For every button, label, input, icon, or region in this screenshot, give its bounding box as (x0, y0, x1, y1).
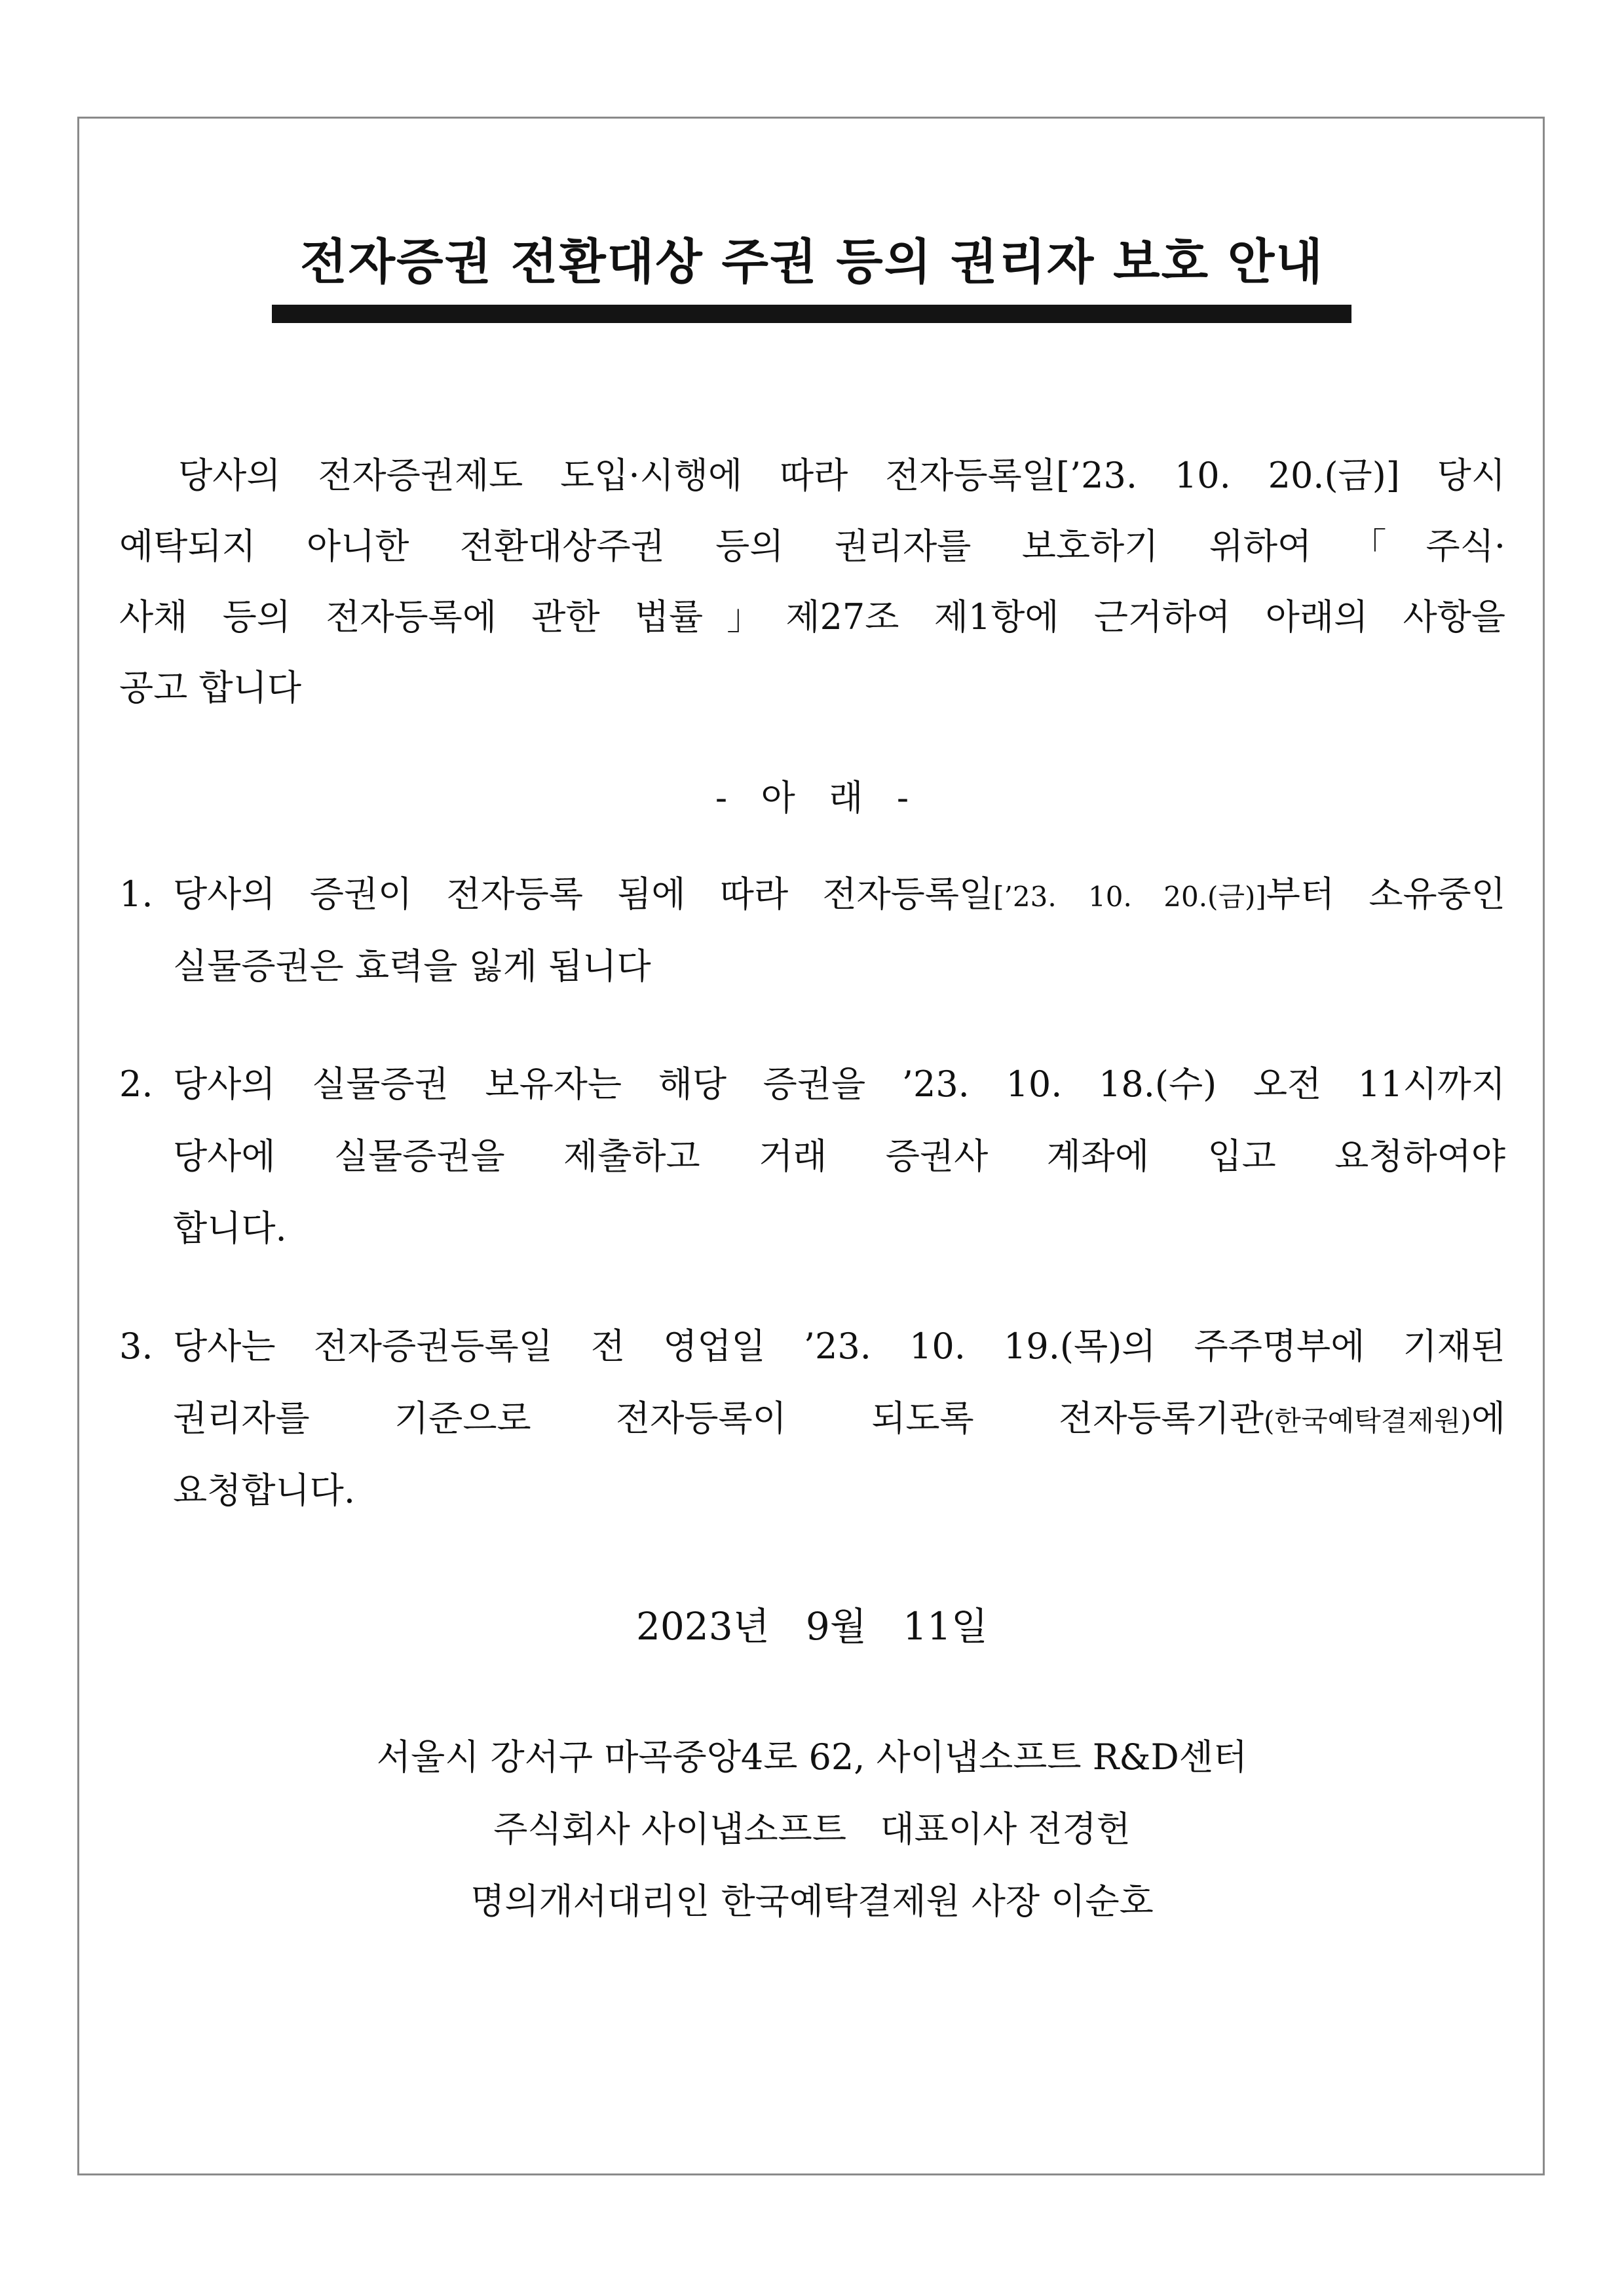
list-item-number: 1. (119, 873, 153, 915)
title-underline (272, 305, 1351, 323)
list-item-number: 2. (119, 1063, 153, 1105)
intro-line-1: 당사의 전자증권제도 도입·시행에 따라 전자등록일[’23. 10. 20.(금)] 당시 (178, 455, 1505, 496)
item-date-small: [’23. 10. 20.(금)] (993, 881, 1266, 913)
company-address: 서울시 강서구 마곡중앙4로 62, 사이냅소프트 R&D센터 (376, 1736, 1248, 1778)
company-representative: 주식회사 사이냅소프트 대표이사 전경헌 (493, 1808, 1131, 1850)
item-text-tail: 부터 소유중인 (1266, 873, 1505, 915)
list-item-line-2: 당사에 실물증권을 제출하고 거래 증권사 계좌에 입고 요청하여야 (173, 1136, 1505, 1177)
list-item-2 (119, 1048, 1505, 1265)
item-text-tail: 에 (1471, 1398, 1505, 1439)
list-item-3 (119, 1311, 1505, 1527)
transfer-agent: 명의개서대리인 한국예탁결제원 사장 이순호 (470, 1881, 1154, 1922)
list-item-line-3: 합니다. (173, 1208, 287, 1249)
list-item-line-2: 실물증권은 효력을 잃게 됩니다 (173, 946, 651, 987)
item-text: 권리자를 기준으로 전자등록이 되도록 전자등록기관 (173, 1398, 1264, 1439)
list-item-line-1 (173, 858, 1505, 930)
list-item-1 (119, 858, 1505, 1003)
list-item-number: 3. (119, 1326, 153, 1367)
intro-line-2: 예탁되지 아니한 전환대상주권 등의 권리자를 보호하기 위하여「주식· (119, 526, 1505, 567)
list-item-line-3: 요청합니다. (173, 1470, 355, 1511)
notice-date: 2023년 9월 11일 (635, 1604, 988, 1649)
list-item-line-1: 당사의 실물증권 보유자는 해당 증권을 ’23. 10. 18.(수) 오전 11시까지 (173, 1063, 1505, 1105)
intro-line-3: 사채 등의 전자등록에 관한 법률」제27조 제1항에 근거하여 아래의 사항을 (119, 596, 1505, 638)
intro-paragraph (119, 440, 1505, 723)
item-org-small: (한국예탁결제원) (1264, 1405, 1471, 1437)
list-item-line-2 (173, 1383, 1505, 1455)
document-title: 전자증권 전환대상 주권 등의 권리자 보호 안내 (300, 234, 1324, 290)
item-text: 당사의 증권이 전자등록 됨에 따라 전자등록일 (173, 873, 994, 915)
list-item-line-1: 당사는 전자증권등록일 전 영업일 ’23. 10. 19.(목)의 주주명부에 기재된 (173, 1326, 1505, 1367)
notice-heading: - 아 래 - (715, 777, 909, 818)
intro-line-4: 공고 합니다 (119, 667, 301, 708)
